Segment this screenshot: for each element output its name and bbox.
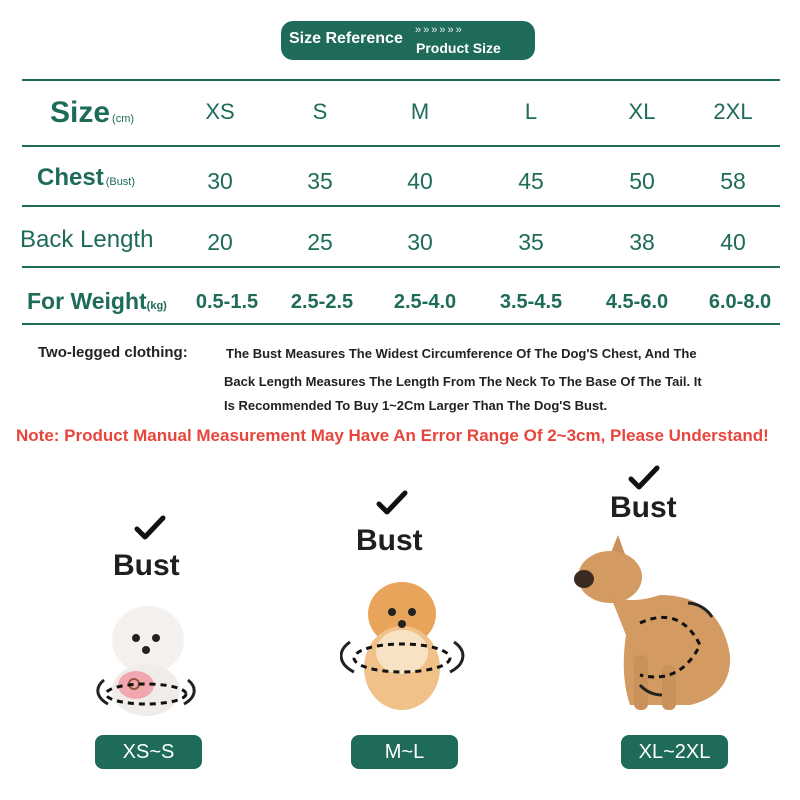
notes-line: Is Recommended To Buy 1~2Cm Larger Than The Dog'S Bust. bbox=[224, 398, 608, 413]
row-label: Size bbox=[50, 96, 111, 129]
checkmark-icon bbox=[628, 465, 660, 491]
notes-line: Back Length Measures The Length From The Neck To The Base Of The Tail. It bbox=[224, 374, 702, 389]
size-reference-badge bbox=[281, 21, 535, 60]
badge-subtitle: Product Size bbox=[416, 40, 501, 56]
row-label: Chest bbox=[37, 164, 104, 191]
row-label: Back Length bbox=[20, 226, 154, 253]
table-cell: 4.5-6.0 bbox=[605, 291, 669, 313]
table-bottom-rule bbox=[22, 323, 780, 325]
checkmark-icon bbox=[134, 515, 166, 541]
bust-label: Bust bbox=[356, 524, 423, 557]
table-cell: 2.5-2.5 bbox=[290, 291, 354, 313]
pomeranian-image bbox=[340, 572, 466, 728]
row-header-chest bbox=[37, 164, 135, 192]
french-bulldog-image bbox=[570, 535, 745, 720]
table-divider bbox=[22, 205, 780, 207]
table-divider bbox=[22, 145, 780, 147]
size-pill: XS~S bbox=[95, 735, 202, 769]
table-cell: M bbox=[410, 99, 430, 124]
table-cell: 35 bbox=[518, 229, 544, 255]
measurement-warning: Note: Product Manual Measurement May Have An Error Range Of 2~3cm, Please Understand! bbox=[16, 426, 769, 445]
size-pill: XL~2XL bbox=[621, 735, 728, 769]
row-header-size bbox=[50, 96, 134, 130]
table-cell: 30 bbox=[207, 168, 233, 194]
row-unit: (Bust) bbox=[105, 176, 136, 188]
row-label: For Weight bbox=[27, 288, 147, 314]
checkmark-icon bbox=[376, 490, 408, 516]
table-cell: 58 bbox=[720, 168, 746, 194]
notes-line: The Bust Measures The Widest Circumference Of The Dog'S Chest, And The bbox=[226, 346, 697, 361]
size-pill: M~L bbox=[351, 735, 458, 769]
table-cell: L bbox=[524, 99, 538, 124]
table-cell: 25 bbox=[307, 229, 333, 255]
table-cell: 35 bbox=[307, 168, 333, 194]
notes-lead: Two-legged clothing: bbox=[38, 344, 188, 361]
table-cell: 6.0-8.0 bbox=[708, 291, 772, 313]
row-unit: (cm) bbox=[112, 113, 135, 125]
bust-label: Bust bbox=[610, 491, 677, 524]
table-cell: 38 bbox=[629, 229, 655, 255]
table-cell: XS bbox=[205, 99, 235, 124]
badge-title: Size Reference bbox=[289, 30, 403, 47]
table-cell: 50 bbox=[629, 168, 655, 194]
bust-label: Bust bbox=[113, 549, 180, 582]
table-top-rule bbox=[22, 79, 780, 81]
row-header-back-length bbox=[20, 226, 153, 254]
chevron-arrows-icon: »»»»»» bbox=[415, 24, 464, 36]
table-cell: 0.5-1.5 bbox=[195, 291, 259, 313]
table-cell: 40 bbox=[407, 168, 433, 194]
table-cell: XL bbox=[628, 99, 656, 124]
table-cell: 45 bbox=[518, 168, 544, 194]
table-cell: 2.5-4.0 bbox=[393, 291, 457, 313]
row-header-for-weight bbox=[27, 288, 167, 315]
table-cell: 40 bbox=[720, 229, 746, 255]
table-cell: S bbox=[312, 99, 328, 124]
table-cell: 30 bbox=[407, 229, 433, 255]
table-cell: 3.5-4.5 bbox=[499, 291, 563, 313]
row-unit: (kg) bbox=[146, 300, 167, 312]
pomeranian-puppy-image bbox=[96, 600, 196, 720]
table-cell: 20 bbox=[207, 229, 233, 255]
table-divider bbox=[22, 266, 780, 268]
table-cell: 2XL bbox=[713, 99, 753, 124]
